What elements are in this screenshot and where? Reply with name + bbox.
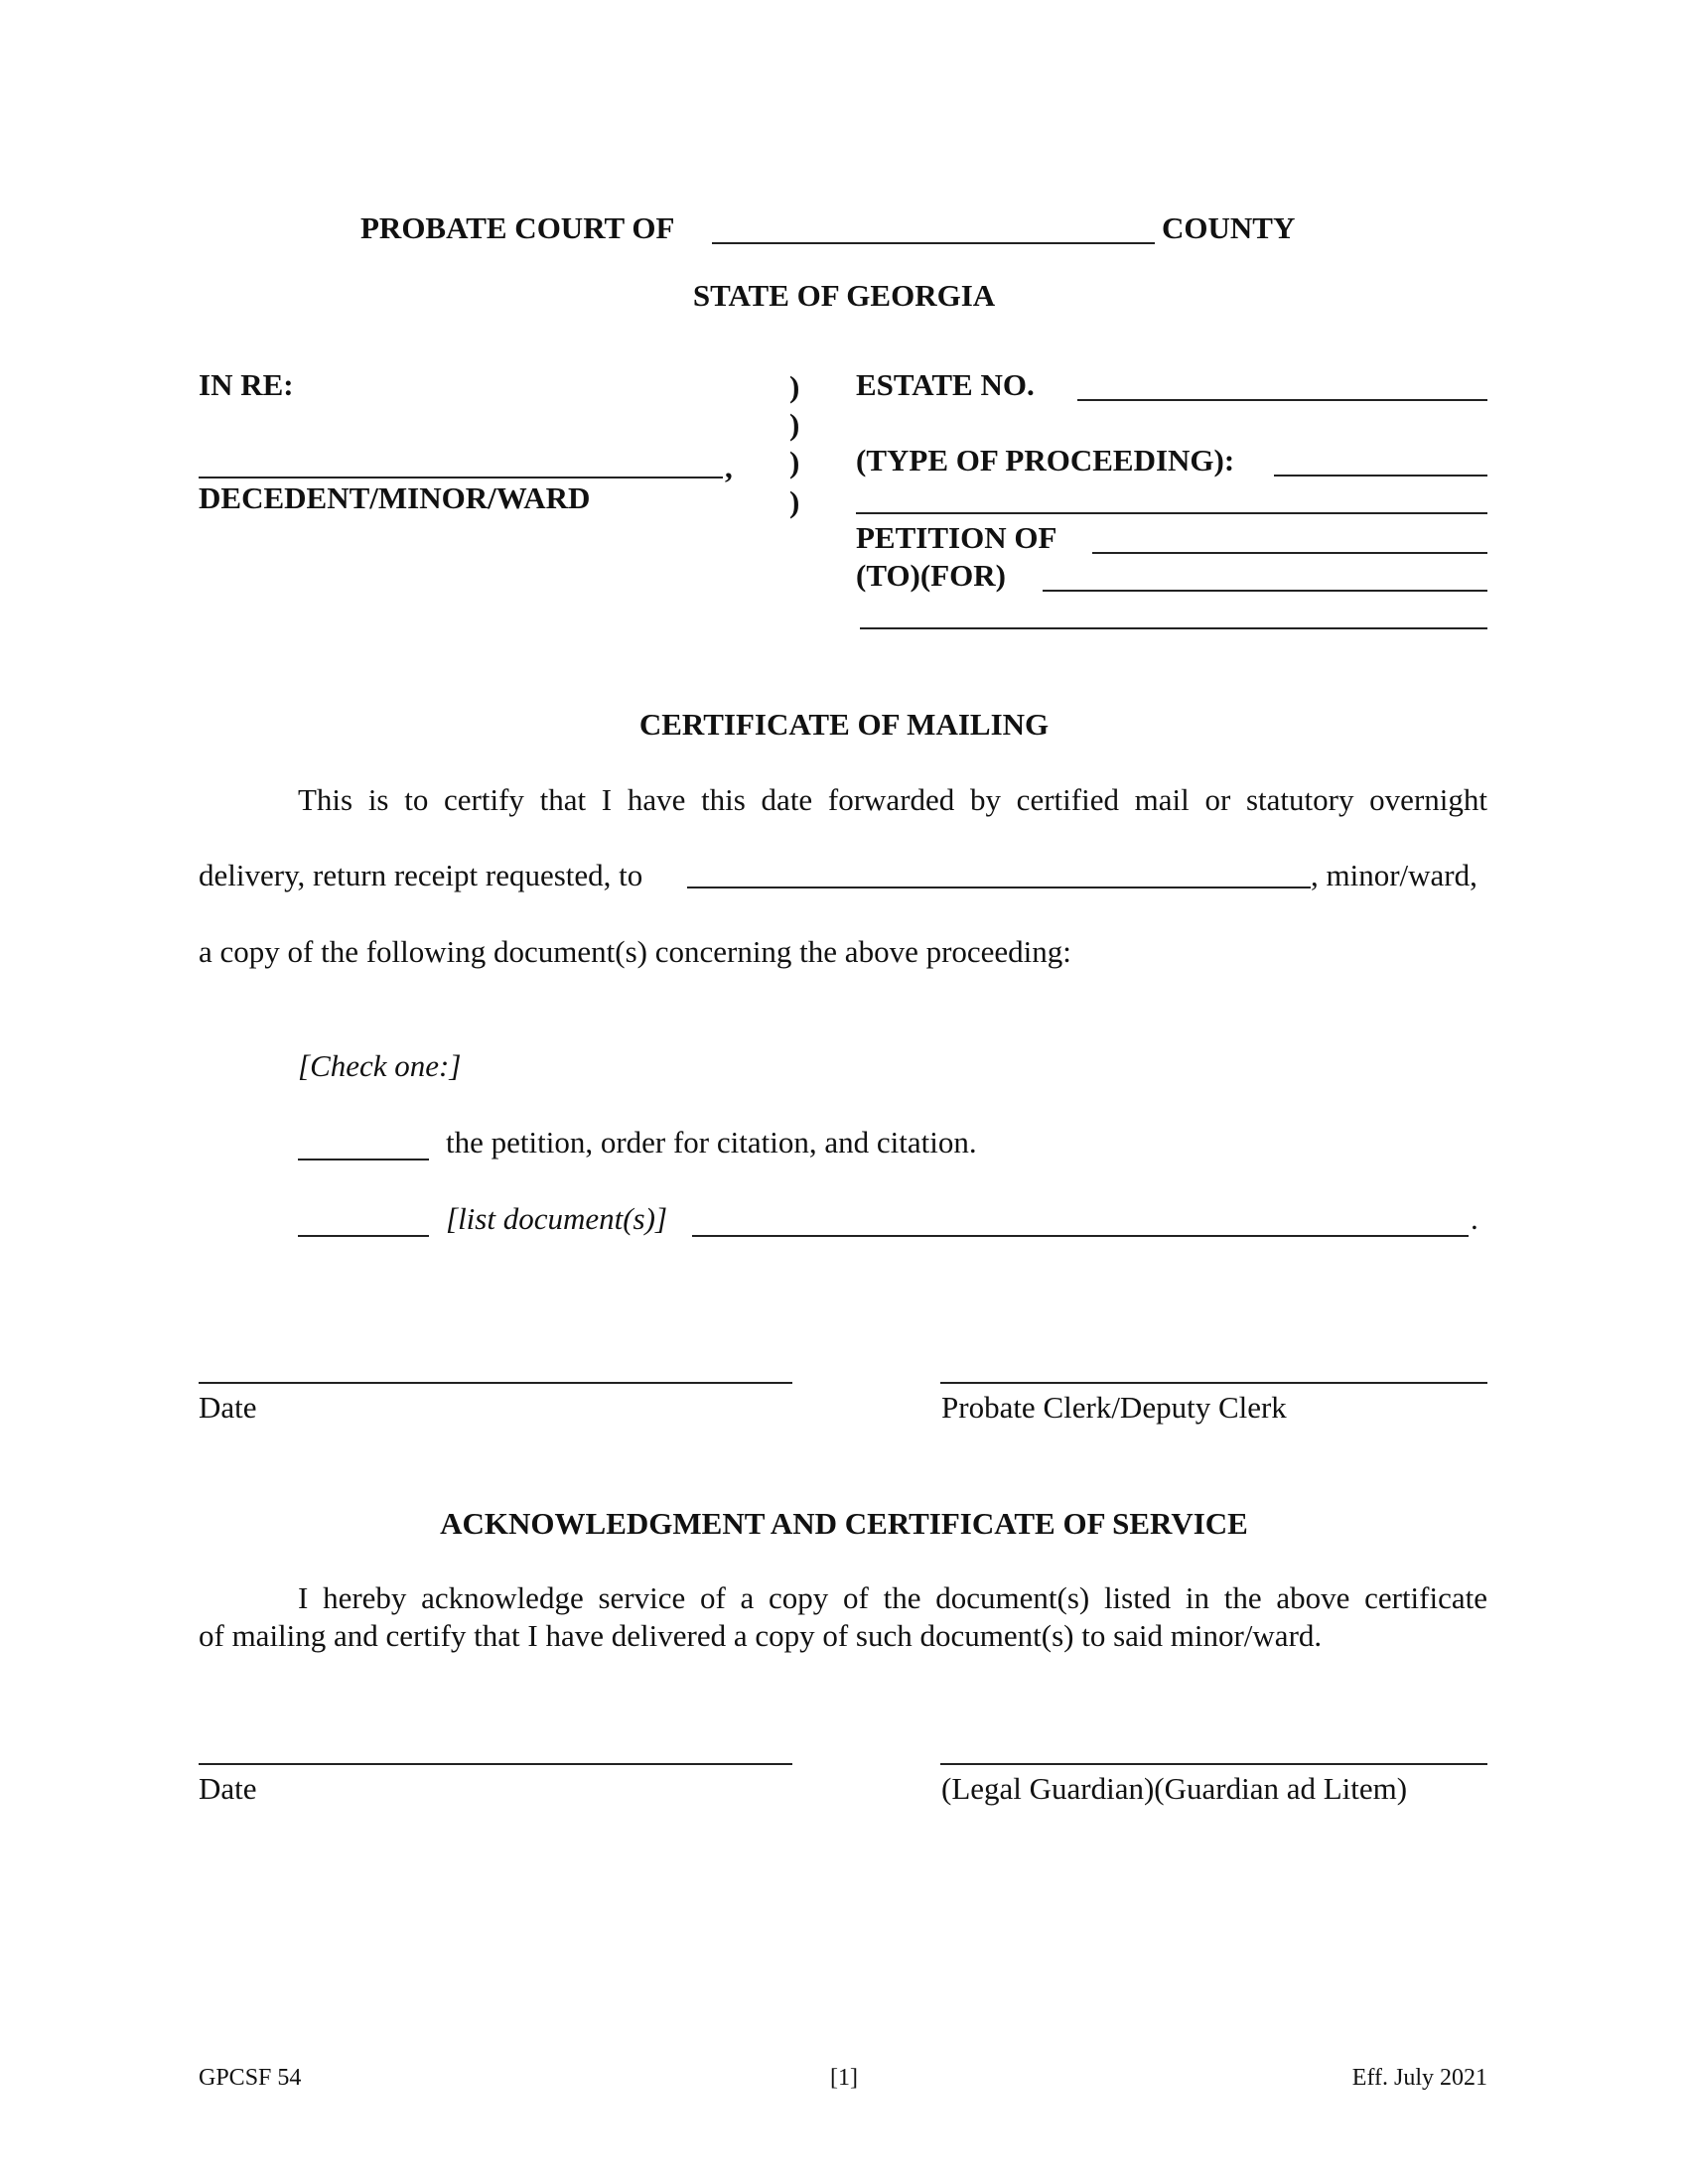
acknowledgment-line-1: I hereby acknowledge service of a copy of the document(s) listed in the above certificate — [298, 1580, 1487, 1615]
to-for-blank-2[interactable] — [860, 627, 1487, 629]
caption-paren: ) — [789, 407, 800, 442]
effective-date: Eff. July 2021 — [1351, 2065, 1487, 2091]
proceeding-type-blank[interactable] — [1274, 475, 1487, 477]
option-1-checkbox-blank[interactable] — [298, 1159, 429, 1160]
certificate-line-3: a copy of the following document(s) concerning the above proceeding: — [199, 934, 1071, 969]
service-date-line[interactable] — [199, 1763, 792, 1765]
caption-paren: ) — [789, 369, 800, 404]
to-for-label: (TO)(FOR) — [856, 558, 1006, 593]
to-for-blank[interactable] — [1043, 590, 1487, 592]
page-number: [1] — [830, 2065, 858, 2091]
option-2-text: [list document(s)] — [446, 1201, 668, 1236]
party-label: DECEDENT/MINOR/WARD — [199, 480, 591, 515]
check-one-instruction: [Check one:] — [298, 1048, 462, 1083]
clerk-signature-label: Probate Clerk/Deputy Clerk — [941, 1390, 1287, 1425]
court-prefix: PROBATE COURT OF — [360, 210, 675, 245]
clerk-signature-line[interactable] — [940, 1382, 1487, 1384]
option-2-period: . — [1471, 1201, 1478, 1236]
option-2-checkbox-blank[interactable] — [298, 1235, 429, 1237]
party-comma: , — [725, 450, 733, 484]
guardian-signature-line[interactable] — [940, 1763, 1487, 1765]
in-re-label: IN RE: — [199, 367, 294, 402]
proceeding-type-label: (TYPE OF PROCEEDING): — [856, 443, 1235, 478]
certificate-line-2-post: , minor/ward, — [1311, 858, 1477, 892]
estate-no-blank[interactable] — [1077, 399, 1487, 401]
document-list-blank[interactable] — [692, 1235, 1469, 1237]
petition-of-blank[interactable] — [1092, 552, 1487, 554]
certificate-title: CERTIFICATE OF MAILING — [638, 707, 1050, 742]
acknowledgment-line-2: of mailing and certify that I have delivered a copy of such document(s) to said minor/ward. — [199, 1618, 1323, 1653]
caption-paren: ) — [789, 445, 800, 479]
estate-no-label: ESTATE NO. — [856, 367, 1035, 402]
guardian-signature-label: (Legal Guardian)(Guardian ad Litem) — [941, 1771, 1408, 1806]
proceeding-type-blank-2[interactable] — [856, 512, 1487, 514]
certificate-line-1: This is to certify that I have this date forwarded by certified mail or statutory overnight — [298, 782, 1487, 817]
mailing-date-line[interactable] — [199, 1382, 792, 1384]
party-name-blank[interactable] — [199, 477, 723, 478]
form-id: GPCSF 54 — [199, 2065, 302, 2091]
certificate-line-2-pre: delivery, return receipt requested, to — [199, 858, 643, 892]
county-blank[interactable] — [712, 242, 1155, 244]
option-1-text: the petition, order for citation, and citation. — [446, 1125, 977, 1160]
state-title: STATE OF GEORGIA — [692, 278, 996, 313]
service-date-label: Date — [199, 1771, 257, 1806]
caption-paren: ) — [789, 484, 800, 519]
acknowledgment-title: ACKNOWLEDGMENT AND CERTIFICATE OF SERVICE — [440, 1506, 1248, 1541]
court-suffix: COUNTY — [1162, 210, 1296, 245]
mailing-date-label: Date — [199, 1390, 257, 1425]
petition-of-label: PETITION OF — [856, 520, 1057, 555]
minor-ward-name-blank[interactable] — [687, 887, 1311, 888]
